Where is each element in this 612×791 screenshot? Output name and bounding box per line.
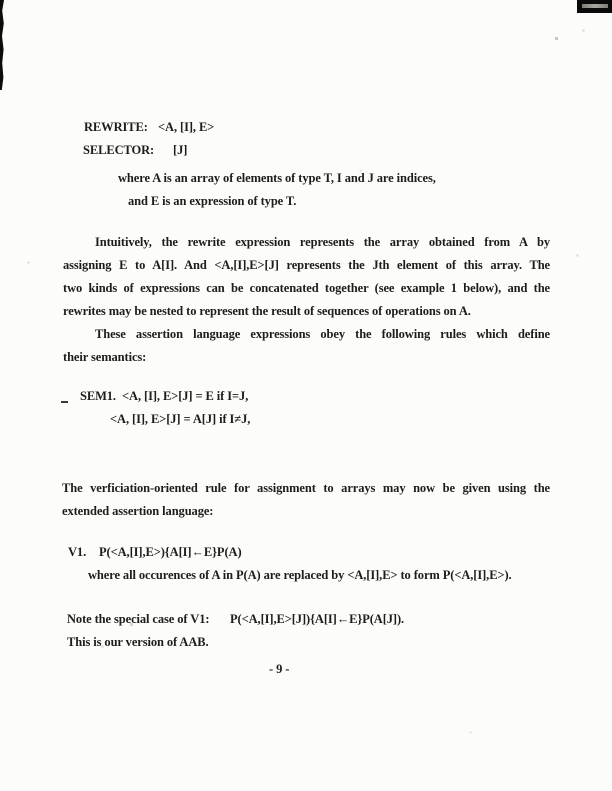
scan-artifact-top-right [577, 0, 612, 13]
paragraph-line: These assertion language expressions obey the following rules which define [95, 327, 550, 341]
paragraph-verification [62, 477, 550, 523]
rewrite-label: REWRITE: [84, 120, 148, 134]
scan-artifact-dash [61, 401, 68, 403]
paragraph-line: The verficiation-oriented rule for assignment to arrays may now be given using the [62, 481, 550, 495]
scan-artifact-stripe [582, 4, 608, 8]
v1-formula: P(<A,[I],E>){A[I]←E}P(A) [99, 545, 242, 559]
selector-label: SELECTOR: [83, 143, 155, 157]
page-number: - 9 - [269, 662, 290, 676]
note-label: Note the special case of V1: [67, 612, 210, 626]
note-formula: P(<A,[I],E>[J]){A[I]←E}P(A[J]). [230, 612, 405, 626]
paragraph-line: rewrites may be nested to represent the result of sequences of operations on A. [63, 304, 471, 318]
definition-where-line-1: where A is an array of elements of type T, I and J are indices, [118, 171, 436, 185]
rewrite-expression: <A, [I], E> [158, 120, 215, 134]
paragraph-line: assigning E to A[I]. And <A,[I],E>[J] represents the Jth element of this array. The [63, 258, 550, 272]
paragraph-line: two kinds of expressions can be concatenated together (see example 1 below), and the [63, 281, 550, 295]
v1-label: V1. [68, 545, 87, 559]
sem1-rule-line-1: <A, [I], E>[J] = E if I=J, [122, 389, 249, 403]
note-version-line: This is our version of AAB. [67, 635, 209, 649]
sem1-label: SEM1. [80, 389, 116, 403]
definition-where-line-2: and E is an expression of type T. [128, 194, 297, 208]
scan-speckles [0, 0, 1, 1]
paragraph-line: their semantics: [63, 350, 147, 364]
v1-where-line: where all occurences of A in P(A) are replaced by <A,[I],E> to form P(<A,[I],E>). [88, 568, 512, 582]
sem1-rule-line-2: <A, [I], E>[J] = A[J] if I≠J, [110, 412, 251, 426]
paragraph-rules [63, 323, 550, 369]
paragraph-intuitively [63, 231, 550, 323]
paragraph-line: Intuitively, the rewrite expression represents the array obtained from A by [95, 235, 550, 249]
selector-expression: [J] [173, 143, 188, 157]
scan-artifact-left-edge [0, 0, 4, 90]
paragraph-line: extended assertion language: [62, 504, 214, 518]
